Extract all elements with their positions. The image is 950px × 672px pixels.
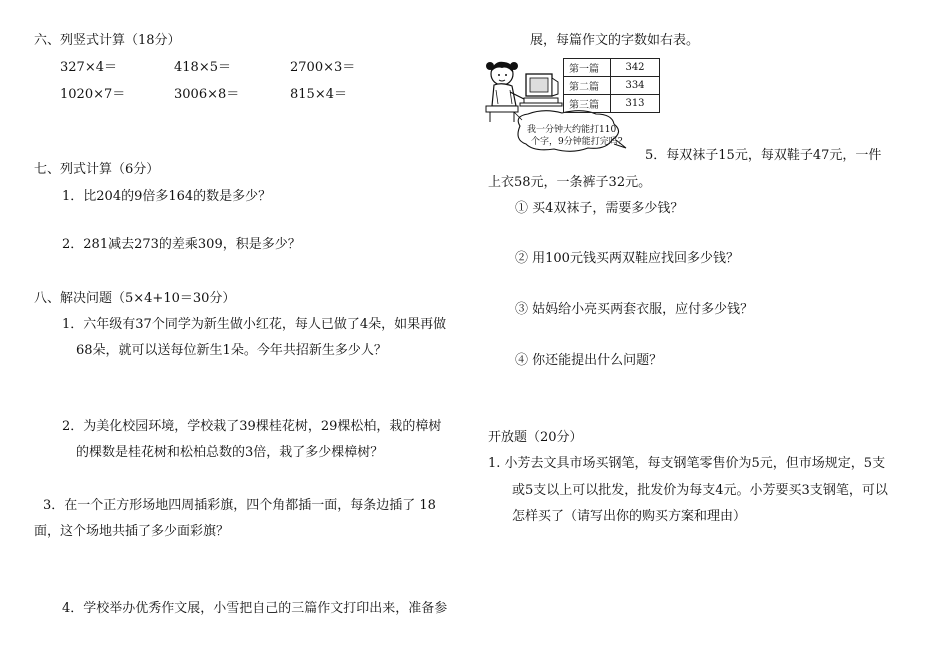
question-text: 4．学校举办优秀作文展，小雪把自己的三篇作文打印出来，准备参 xyxy=(62,601,448,616)
question-text: 的棵数是桂花树和松柏总数的3倍，栽了多少棵樟树？ xyxy=(76,445,384,460)
sub-question: ① 买4双袜子，需要多少钱？ xyxy=(515,201,684,216)
question-text: 怎样买了（请写出你的购买方案和理由） xyxy=(512,509,747,524)
question-text: 上衣58元，一条裤子32元。 xyxy=(488,175,652,190)
table-cell-label: 第三篇 xyxy=(564,95,611,113)
question-text: 2．为美化校园环境，学校栽了39棵桂花树，29棵松柏，栽的樟树 xyxy=(62,419,442,434)
question-text: 68朵，就可以送每位新生1朵。今年共招新生多少人？ xyxy=(76,343,387,358)
question-text: 5．每双袜子15元，每双鞋子47元，一件 xyxy=(645,148,882,163)
table-cell-label: 第二篇 xyxy=(564,77,611,95)
open-section-title: 开放题（20分） xyxy=(488,430,583,445)
table-cell-value: 334 xyxy=(611,77,660,95)
question-text: 1．六年级有37个同学为新生做小红花，每人已做了4朵，如果再做 xyxy=(62,317,447,332)
question-text: 1．比204的9倍多164的数是多少？ xyxy=(62,189,272,204)
table-row xyxy=(564,59,660,77)
calc-item: 2700×3＝ xyxy=(290,60,356,75)
calc-item: 418×5＝ xyxy=(174,60,231,75)
speech-bubble-text: 我一分钟大约能打110 xyxy=(527,125,617,135)
question-text: 或5支以上可以批发，批发价为每支4元。小芳要买3支钢笔，可以 xyxy=(512,483,888,498)
sub-question: ② 用100元钱买两双鞋应找回多少钱？ xyxy=(515,251,739,266)
table-cell-value: 342 xyxy=(611,59,660,77)
table-cell-label: 第一篇 xyxy=(564,59,611,77)
question-text: 2．281减去273的差乘309，积是多少？ xyxy=(62,237,301,252)
table-row xyxy=(564,77,660,95)
calc-item: 327×4＝ xyxy=(60,60,117,75)
sub-question: ③ 姑妈给小亮买两套衣服，应付多少钱？ xyxy=(515,302,754,317)
calc-item: 3006×8＝ xyxy=(174,87,240,102)
question-text: 1. 小芳去文具市场买钢笔，每支钢笔零售价为5元，但市场规定，5支 xyxy=(488,456,886,471)
question-text: 展，每篇作文的字数如右表。 xyxy=(530,33,700,48)
calc-item: 815×4＝ xyxy=(290,87,347,102)
calc-item: 1020×7＝ xyxy=(60,87,126,102)
section-8-title: 八、解决问题（5×4+10＝30分） xyxy=(34,291,236,306)
table-cell-value: 313 xyxy=(611,95,660,113)
question-text: 面，这个场地共插了多少面彩旗？ xyxy=(34,524,230,539)
table-row xyxy=(564,95,660,113)
word-count-table xyxy=(563,58,660,113)
section-6-title: 六、列竖式计算（18分） xyxy=(34,33,181,48)
sub-question: ④ 你还能提出什么问题？ xyxy=(515,353,663,368)
section-7-title: 七、列式计算（6分） xyxy=(34,162,160,177)
question-text: 3．在一个正方形场地四周插彩旗，四个角都插一面，每条边插了 18 xyxy=(43,498,436,513)
speech-bubble-text: 个字，9分钟能打完吗? xyxy=(531,137,623,147)
